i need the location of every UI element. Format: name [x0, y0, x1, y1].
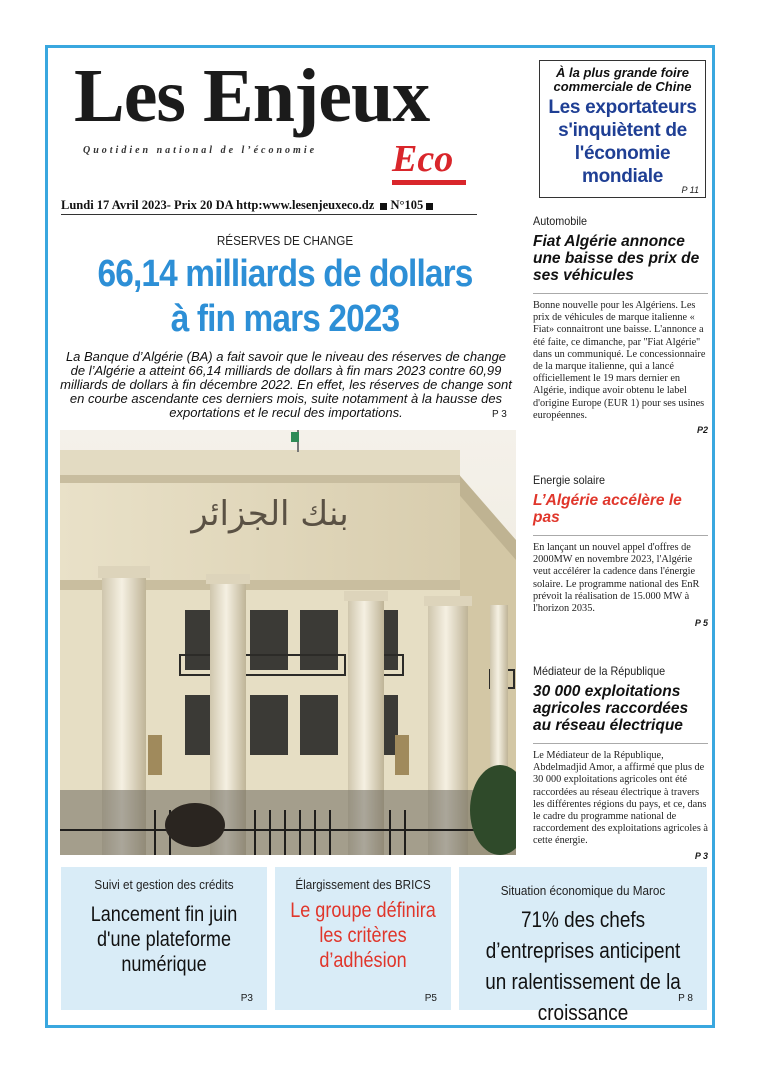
logo-tagline: Quotidien national de l’économie	[83, 145, 318, 156]
story-fiat[interactable]	[533, 214, 708, 435]
divider	[533, 293, 708, 294]
top-teaser-kicker: À la plus grande foire commerciale de Chine	[553, 65, 692, 94]
bottom-teaser-morocco[interactable]	[459, 867, 707, 1025]
lead-photo	[60, 430, 516, 855]
story-headline: Fiat Algérie annonce une baisse des prix de ses véhicules	[533, 233, 700, 284]
story-text: Le Médiateur de la République, Abdelmadjid Amor, a affirmé que plus de 30 000 exploitations agricoles ont été raccordées au réseau électrique à travers les différentes régions du pays, et ce, dans le cadre du programme national de raccordement des exploitations agricoles à cette énergie.	[533, 750, 708, 847]
logo-eco-underline	[392, 180, 466, 185]
bottom-teaser-kicker: Suivi et gestion des crédits	[94, 877, 234, 892]
bottom-teaser-kicker: Élargissement des BRICS	[295, 877, 431, 892]
story-page-ref: P 5	[694, 618, 708, 629]
bottom-teaser-title: 71% des chefs d’entreprises anticipent un ralentissement de la croissance	[485, 907, 681, 1025]
lead-kicker: RÉSERVES DE CHANGE	[216, 233, 354, 248]
bottom-teaser-page: P5	[424, 993, 437, 1004]
story-mediator[interactable]	[533, 664, 708, 861]
top-teaser-box[interactable]	[539, 60, 706, 198]
lead-summary: La Banque d’Algérie (BA) a fait savoir que le niveau des réserves de change de l’Algérie a atteint 66,14 milliards de dollars à fin mars 2023 contre 60,99 milliards de dollars à fin décembre 2022. En effet, les réserves de change sont en courbe ascendante ces derniers mois, suite notamment à la hausse des exportations et le recul des importations.	[60, 349, 512, 420]
story-headline: 30 000 exploitations agricoles raccordées au réseau électrique	[533, 683, 689, 734]
building-sign: بنك الجزائر	[191, 494, 349, 534]
bottom-teaser-kicker: Situation économique du Maroc	[500, 883, 666, 898]
story-text: En lançant un nouvel appel d'offres de 2000MW en novembre 2023, l'Algérie veut accélérer la cadence dans l'énergie solaire. Le programme national des EnR prévoit la réalisation de 15.000 MW à l'horizon 2035.	[533, 542, 700, 615]
dateline-text: Lundi 17 Avril 2023- Prix 20 DA http:www.lesenjeuxeco.dz	[61, 198, 375, 212]
lead-page-ref: P 3	[492, 409, 507, 420]
bottom-teaser-brics[interactable]	[275, 867, 451, 1010]
newspaper-logo: Les Enjeux	[74, 54, 430, 138]
story-page-ref: P2	[696, 425, 708, 436]
story-kicker: Automobile	[533, 214, 588, 228]
bottom-teaser-page: P 8	[678, 993, 693, 1004]
bottom-teaser-page: P3	[240, 993, 253, 1004]
lead-headline[interactable]	[87, 252, 483, 342]
divider	[533, 743, 708, 744]
top-teaser-page: P 11	[681, 185, 699, 195]
top-teaser-title: Les exportateurs s'inquiètent de l'économie mondiale	[548, 97, 697, 187]
story-solar[interactable]	[533, 473, 708, 628]
divider	[533, 535, 708, 536]
issue-number: N°105	[390, 198, 424, 212]
story-kicker: Médiateur de la République	[533, 664, 666, 678]
lead-headline-line1: 66,14 milliards de dollars	[97, 253, 473, 295]
square-bullet-icon	[380, 203, 387, 210]
bank-building-illustration	[60, 430, 516, 855]
lead-headline-line2: à fin mars 2023	[170, 298, 400, 340]
story-text: Bonne nouvelle pour les Algériens. Les prix de véhicules de marque italienne « Fiat» connaitront une baisse. L'annonce a été faite, ce dimanche, par ''Fiat Algérie'' dans un communiqué. Le concessionnaire de la marque italienne, qui a lancé officiellement le 19 mars dernier en Algérie, indique avoir obtenu le label d'origine Europe (EUR 1) pour ses usines européennes.	[533, 300, 706, 421]
story-page-ref: P 3	[694, 850, 708, 861]
square-bullet-icon	[426, 203, 433, 210]
story-headline: L’Algérie accélère le pas	[533, 492, 682, 526]
story-kicker: Energie solaire	[533, 473, 606, 487]
logo-eco: Eco	[392, 138, 454, 180]
bottom-teaser-title: Lancement fin juin d'une plateforme numérique	[90, 903, 238, 976]
dateline	[61, 198, 436, 213]
dateline-rule	[61, 214, 477, 215]
bottom-teaser-title: Le groupe définira les critères d’adhésion	[290, 899, 436, 972]
bottom-teaser-credits[interactable]	[61, 867, 267, 1010]
